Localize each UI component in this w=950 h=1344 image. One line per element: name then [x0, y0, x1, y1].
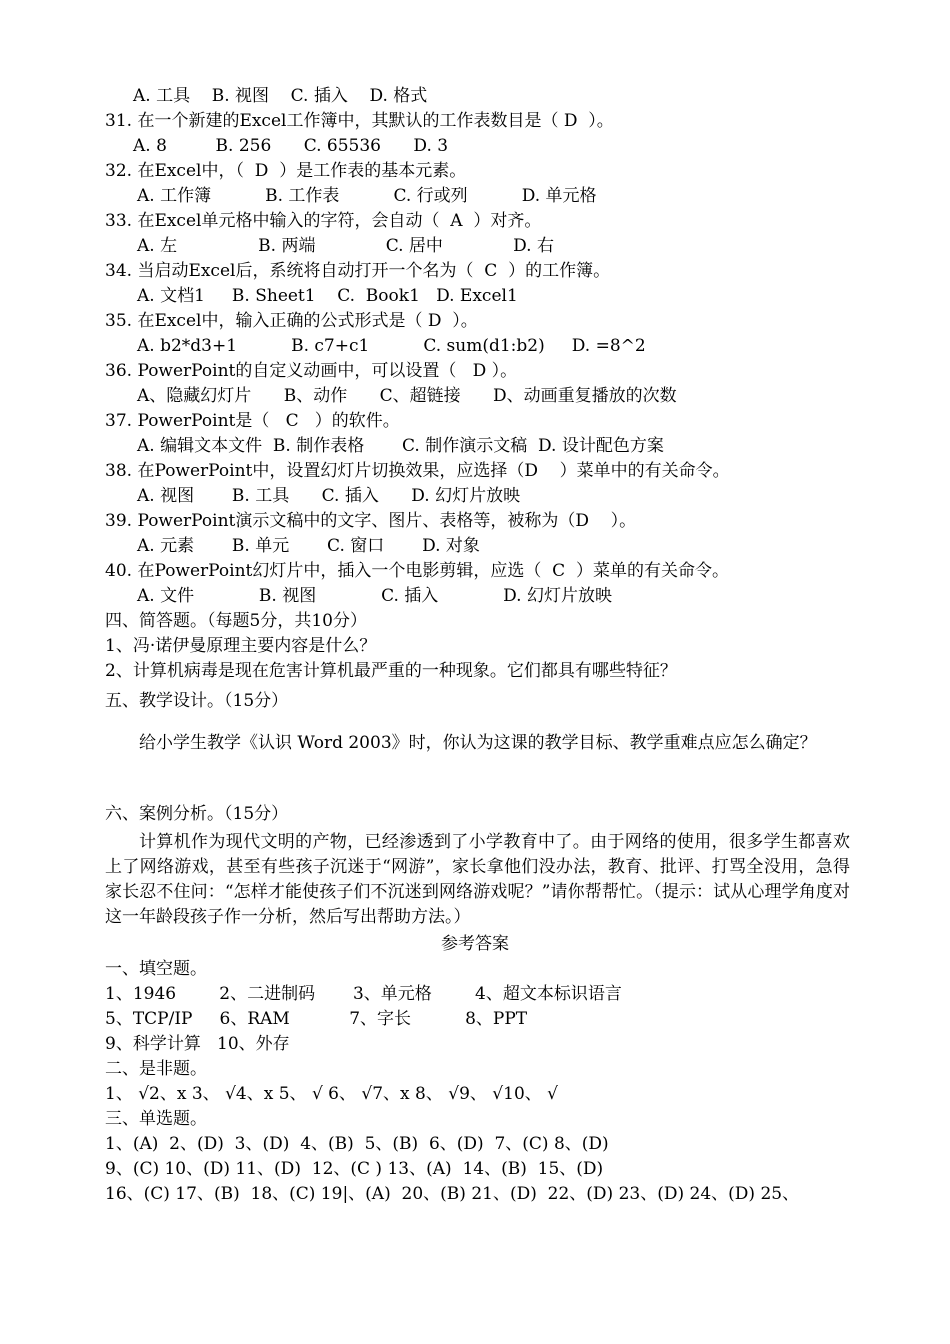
options-q31: A. 8 B. 256 C. 65536 D. 3	[133, 136, 449, 156]
short-answer-2: 2、计算机病毒是现在危害计算机最严重的一种现象。它们都具有哪些特征？	[105, 661, 677, 681]
options-q36: A、隐藏幻灯片 B、动作 C、超链接 D、动画重复播放的次数	[137, 386, 677, 406]
section-teaching-design: 五、教学设计。（15分）	[105, 691, 289, 711]
teaching-design-text: 给小学生教学《认识 Word 2003》时，你认为这课的教学目标、教学重难点应怎么确定？	[139, 733, 817, 753]
question-38: 38. 在PowerPoint中，设置幻灯片切换效果，应选择（D ）菜单中的有关命令。	[105, 461, 730, 481]
section-short-answer: 四、简答题。（每题5分，共10分）	[105, 611, 367, 631]
answer-choice-row-2: 9、(C) 10、(D) 11、(D) 12、(C ) 13、(A) 14、(B) 15、(D)	[105, 1159, 604, 1179]
options-q30: A. 工具 B. 视图 C. 插入 D. 格式	[133, 86, 428, 106]
question-31: 31. 在一个新建的Excel工作簿中，其默认的工作表数目是（ D ）。	[105, 111, 614, 131]
options-q32: A. 工作簿 B. 工作表 C. 行或列 D. 单元格	[137, 186, 597, 206]
options-q33: A. 左 B. 两端 C. 居中 D. 右	[137, 236, 554, 256]
answer-fill-row-3: 9、科学计算 10、外存	[105, 1034, 290, 1054]
answer-section-true-false: 二、是非题。	[105, 1059, 207, 1079]
answer-true-false-row: 1、 √2、x 3、 √4、x 5、 √ 6、 √7、x 8、 √9、 √10、 √	[105, 1084, 559, 1104]
question-36: 36. PowerPoint的自定义动画中，可以设置（ D ）。	[105, 361, 518, 381]
answer-choice-row-1: 1、(A) 2、(D) 3、(D) 4、(B) 5、(B) 6、(D) 7、(C) 8、(D)	[105, 1134, 609, 1154]
question-32: 32. 在Excel中，（ D ）是工作表的基本元素。	[105, 161, 467, 181]
answer-title: 参考答案	[441, 934, 509, 954]
question-35: 35. 在Excel中，输入正确的公式形式是（ D ）。	[105, 311, 478, 331]
question-34: 34. 当启动Excel后，系统将自动打开一个名为（ C ）的工作簿。	[105, 261, 611, 281]
question-39: 39. PowerPoint演示文稿中的文字、图片、表格等，被称为（D ）。	[105, 511, 637, 531]
answer-section-single-choice: 三、单选题。	[105, 1109, 207, 1129]
section-case-analysis: 六、案例分析。（15分）	[105, 804, 289, 824]
answer-fill-row-2: 5、TCP/IP 6、RAM 7、字长 8、PPT	[105, 1009, 528, 1029]
question-40: 40. 在PowerPoint幻灯片中，插入一个电影剪辑，应选（ C ）菜单的有关命令。	[105, 561, 729, 581]
options-q38: A. 视图 B. 工具 C. 插入 D. 幻灯片放映	[137, 486, 521, 506]
short-answer-1: 1、冯·诺伊曼原理主要内容是什么？	[105, 636, 377, 656]
options-q39: A. 元素 B. 单元 C. 窗口 D. 对象	[137, 536, 480, 556]
options-q34: A. 文档1 B. Sheet1 C. Book1 D. Excel1	[137, 286, 518, 306]
options-q40: A. 文件 B. 视图 C. 插入 D. 幻灯片放映	[137, 586, 612, 606]
question-33: 33. 在Excel单元格中输入的字符，会自动（ A ）对齐。	[105, 211, 542, 231]
options-q37: A. 编辑文本文件 B. 制作表格 C. 制作演示文稿 D. 设计配色方案	[137, 436, 664, 456]
question-37: 37. PowerPoint是（ C ）的软件。	[105, 411, 400, 431]
options-q35: A. b2*d3+1 B. c7+c1 C. sum(d1:b2) D. =8^2	[137, 336, 646, 356]
answer-fill-row-1: 1、1946 2、二进制码 3、单元格 4、超文本标识语言	[105, 984, 622, 1004]
answer-section-fill: 一、填空题。	[105, 959, 207, 979]
case-analysis-text: 计算机作为现代文明的产物，已经渗透到了小学教育中了。由于网络的使用，很多学生都喜欢上了网络游戏，甚至有些孩子沉迷于“网游”，家长拿他们没办法，教育、批评、打骂全没用，急得家长忍不住问：“怎样才能使孩子们不沉迷到网络游戏呢？”请你帮帮忙。（提示：试从心理学角度对这一年龄段孩子作一分析，然后写出帮助方法。）	[105, 832, 850, 927]
answer-choice-row-3: 16、(C) 17、(B) 18、(C) 19|、(A) 20、(B) 21、(D) 22、(D) 23、(D) 24、(D) 25、	[105, 1184, 800, 1204]
